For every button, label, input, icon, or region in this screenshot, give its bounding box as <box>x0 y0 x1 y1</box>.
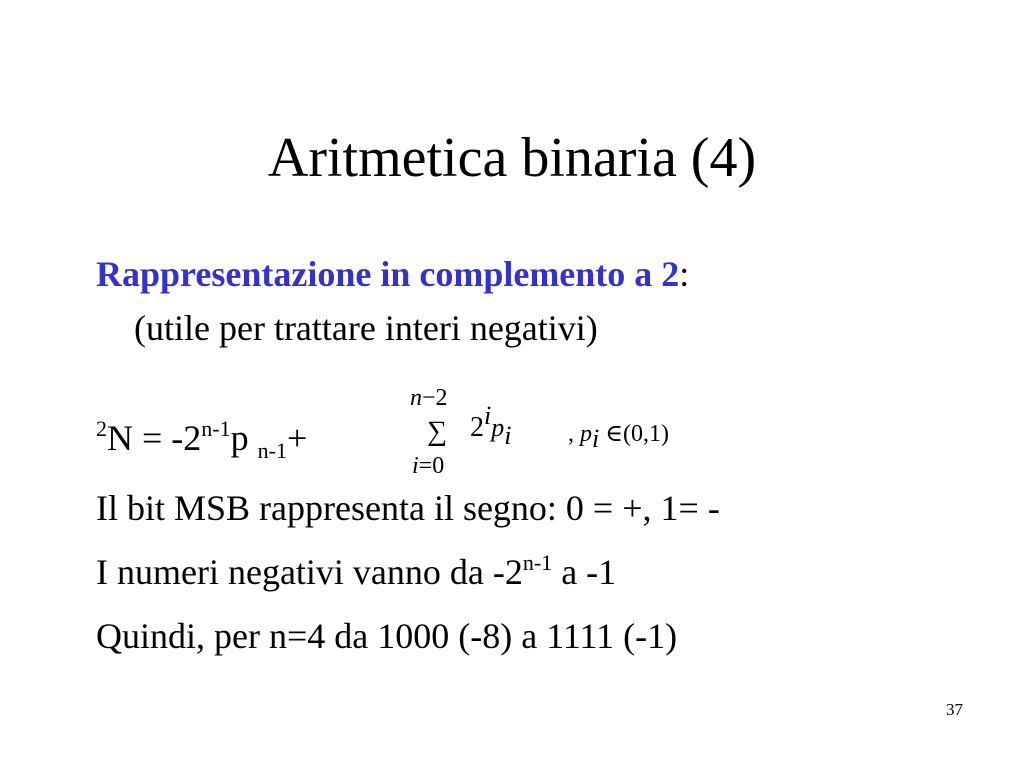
section-heading-colon: : <box>679 254 690 294</box>
sum-lower-limit <box>412 452 444 480</box>
sum-term-index: i <box>504 421 512 450</box>
formula-lhs: N = -2 <box>107 418 202 458</box>
sigma-symbol: ∑ <box>427 416 447 447</box>
sum-upper-num: 2 <box>435 385 448 411</box>
formula-subscript: n-1 <box>257 438 287 463</box>
negative-range-statement <box>96 550 616 594</box>
formula-plus: + <box>286 418 308 458</box>
sum-upper-limit <box>410 384 448 412</box>
formula-exponent: n-1 <box>201 416 231 441</box>
section-heading-label: Rappresentazione in complemento a 2 <box>96 254 680 294</box>
formula-p: p <box>230 418 258 458</box>
formula-main <box>96 416 308 463</box>
negative-range-exponent: n-1 <box>522 550 553 575</box>
sum-upper-op: − <box>422 385 436 411</box>
negative-range-suffix: a -1 <box>552 552 617 592</box>
example-statement: Quindi, per n=4 da 1000 (-8) a 1111 (-1) <box>96 616 678 656</box>
condition-index: i <box>592 424 600 453</box>
section-subtitle: (utile per trattare interi negativi) <box>134 308 598 348</box>
sum-lower-var: i <box>412 453 419 479</box>
sum-term <box>470 401 512 450</box>
sum-term-var: p <box>491 413 505 442</box>
negative-range-text: I numeri negativi vanno da -2 <box>96 552 523 592</box>
msb-statement: Il bit MSB rappresenta il segno: 0 = +, 1= - <box>96 488 720 528</box>
condition-set: ∈(0,1) <box>599 421 669 447</box>
condition-var: p <box>580 421 592 447</box>
slide-title: Aritmetica binaria (4) <box>267 127 757 189</box>
sum-term-exponent: i <box>484 401 492 430</box>
sum-term-base: 2 <box>470 412 484 443</box>
formula-condition <box>568 418 669 453</box>
sum-upper-var: n <box>410 385 422 411</box>
condition-separator: , <box>568 421 580 447</box>
sum-lower-num: 0 <box>432 453 445 479</box>
section-heading <box>96 252 689 296</box>
page-number: 37 <box>946 700 963 719</box>
sum-lower-op: = <box>418 453 433 479</box>
formula-prefix-superscript: 2 <box>96 416 107 441</box>
